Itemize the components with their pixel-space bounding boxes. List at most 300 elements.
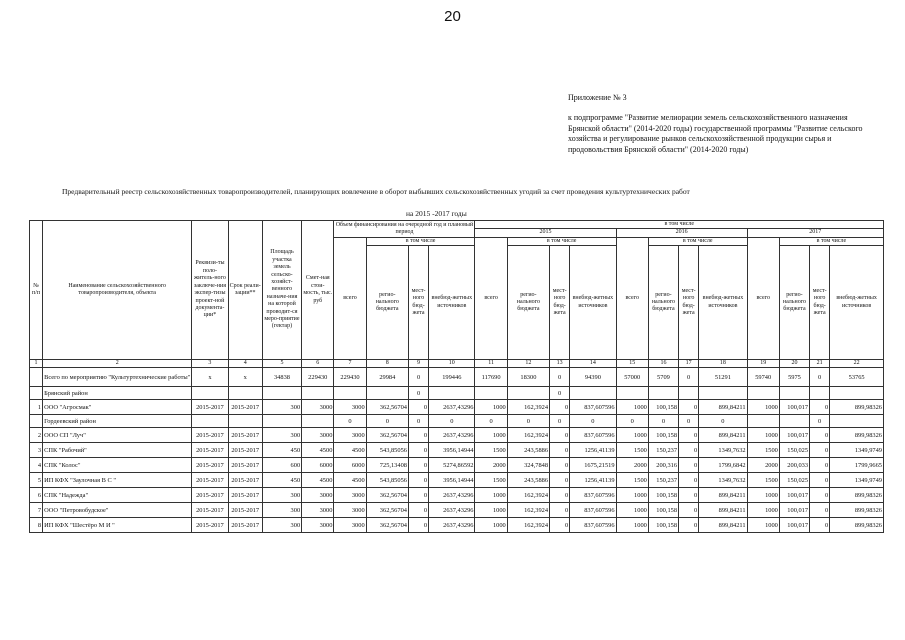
table-cell: 59740: [747, 368, 779, 387]
table-cell: 100,158: [648, 428, 678, 443]
table-cell: 0: [408, 503, 428, 518]
table-cell: 450: [262, 473, 301, 488]
table-cell: 3000: [334, 428, 366, 443]
table-cell: 1000: [475, 503, 507, 518]
table-cell: 2015-2017: [192, 473, 228, 488]
header-total: всего: [334, 237, 366, 359]
table-cell: 57000: [616, 368, 648, 387]
table-cell: 100,017: [779, 488, 809, 503]
table-cell: 543,85056: [366, 443, 408, 458]
table-cell: ИП КФХ "Заулочная В С ": [43, 473, 192, 488]
table-cell: [302, 387, 334, 400]
table-cell: 1500: [475, 443, 507, 458]
table-cell: 162,3924: [507, 400, 549, 415]
page-number: 20: [444, 8, 461, 25]
table-cell: 300: [262, 400, 301, 415]
table-cell: [302, 415, 334, 428]
table-cell: [648, 387, 678, 400]
table-cell: 150,237: [648, 443, 678, 458]
table-cell: 0: [550, 443, 570, 458]
header-cost: Смет-ная стои-мость, тыс. руб: [302, 221, 334, 360]
header-2015: 2015: [475, 229, 616, 237]
table-cell: 1256,41139: [570, 443, 616, 458]
header-local-2015: мест-ного бюд-жета: [550, 246, 570, 360]
table-cell: 3000: [334, 518, 366, 533]
header-incl-2017: в том числе: [779, 237, 883, 245]
table-cell: 2015-2017: [228, 488, 262, 503]
table-cell: 19: [747, 360, 779, 368]
table-cell: 3956,14944: [429, 473, 475, 488]
table-cell: 29984: [366, 368, 408, 387]
header-regional-2015: регио-нального бюджета: [507, 246, 549, 360]
table-cell: 0: [679, 518, 699, 533]
table-cell: [30, 368, 43, 387]
table-cell: 1000: [747, 488, 779, 503]
table-cell: 725,13408: [366, 458, 408, 473]
table-cell: 3000: [302, 488, 334, 503]
table-cell: 2637,43296: [429, 400, 475, 415]
table-cell: 0: [679, 428, 699, 443]
table-cell: 10: [429, 360, 475, 368]
table-cell: 0: [679, 400, 699, 415]
table-cell: 1000: [747, 518, 779, 533]
table-cell: 362,56704: [366, 503, 408, 518]
table-cell: 1500: [475, 473, 507, 488]
table-cell: 2000: [747, 458, 779, 473]
table-row: [30, 518, 884, 533]
table-cell: 2637,43296: [429, 503, 475, 518]
table-cell: 4500: [334, 443, 366, 458]
table-cell: 2015-2017: [228, 518, 262, 533]
table-cell: 1256,41139: [570, 473, 616, 488]
table-cell: СПК "Рабочий": [43, 443, 192, 458]
table-cell: 6000: [334, 458, 366, 473]
table-cell: 4500: [302, 443, 334, 458]
table-cell: 0: [507, 415, 549, 428]
table-cell: 2015-2017: [228, 400, 262, 415]
table-cell: 0: [810, 400, 830, 415]
table-cell: 13: [550, 360, 570, 368]
table-cell: 199446: [429, 368, 475, 387]
table-cell: 94390: [570, 368, 616, 387]
table-cell: 1500: [747, 443, 779, 458]
header-incl-2016: в том числе: [648, 237, 747, 245]
table-cell: 0: [408, 473, 428, 488]
table-cell: 2000: [475, 458, 507, 473]
table-cell: 899,98326: [830, 503, 884, 518]
table-cell: [192, 387, 228, 400]
table-cell: 2637,43296: [429, 488, 475, 503]
table-cell: 17: [679, 360, 699, 368]
table-cell: 0: [550, 488, 570, 503]
table-cell: 117690: [475, 368, 507, 387]
table-cell: 3: [192, 360, 228, 368]
table-cell: 1000: [475, 488, 507, 503]
table-cell: 3000: [334, 400, 366, 415]
header-total-2017: всего: [747, 237, 779, 359]
table-cell: 200,316: [648, 458, 678, 473]
appendix-text: к подпрограмме "Развитие мелиорации земель сельскохозяйственного назначения Брянской области" (2014-2020 годы) государственной программы "Развитие сельского хозяйства и регулирование рынков сельскохозяйственной продукции сырья и продовольствия Брянской области" (2014-2020 годы): [568, 113, 863, 154]
table-cell: 1500: [616, 473, 648, 488]
table-cell: 1000: [747, 428, 779, 443]
table-cell: [507, 387, 549, 400]
table-cell: [334, 387, 366, 400]
table-cell: 300: [262, 488, 301, 503]
table-cell: 3000: [302, 503, 334, 518]
table-cell: 3000: [302, 400, 334, 415]
table-cell: [228, 415, 262, 428]
register-table: [29, 220, 884, 533]
header-offbudget: внебюд-жетных источников: [429, 246, 475, 360]
table-row-total: [30, 368, 884, 387]
table-cell: ООО "Агросмак": [43, 400, 192, 415]
table-cell: 162,3924: [507, 488, 549, 503]
table-cell: 229430: [302, 368, 334, 387]
table-cell: 3000: [334, 503, 366, 518]
table-cell: 5975: [779, 368, 809, 387]
table-cell: 362,56704: [366, 488, 408, 503]
header-local: мест-ного бюд-жета: [408, 246, 428, 360]
table-cell: [779, 415, 809, 428]
register-period: на 2015 -2017 годы: [406, 209, 467, 218]
table-cell: 0: [810, 488, 830, 503]
table-cell: [366, 387, 408, 400]
table-cell: [616, 387, 648, 400]
table-cell: 0: [408, 400, 428, 415]
table-cell: [699, 387, 747, 400]
header-incl-2015: в том числе: [507, 237, 616, 245]
table-cell: 2015-2017: [228, 428, 262, 443]
table-cell: [747, 387, 779, 400]
table-cell: 2015-2017: [228, 458, 262, 473]
table-cell: [228, 387, 262, 400]
table-cell: 11: [475, 360, 507, 368]
table-cell: 1000: [616, 488, 648, 503]
table-cell: 2015-2017: [192, 458, 228, 473]
table-cell: 899,84211: [699, 503, 747, 518]
table-cell: 100,158: [648, 488, 678, 503]
header-offbudget-2016: внебюд-жетных источников: [699, 246, 747, 360]
table-row: [30, 400, 884, 415]
table-cell: 1: [30, 400, 43, 415]
table-cell: 162,3924: [507, 518, 549, 533]
table-cell: Гордеевский район: [43, 415, 192, 428]
table-cell: 0: [810, 443, 830, 458]
table-cell: 362,56704: [366, 428, 408, 443]
table-cell: 1000: [475, 400, 507, 415]
table-cell: 0: [810, 415, 830, 428]
table-row-region: [30, 415, 884, 428]
table-cell: 1349,9749: [830, 473, 884, 488]
table-cell: [30, 387, 43, 400]
table-cell: 2015-2017: [228, 473, 262, 488]
table-cell: 0: [679, 415, 699, 428]
table-cell: 150,237: [648, 473, 678, 488]
table-cell: 0: [648, 415, 678, 428]
table-cell: 1349,9749: [830, 443, 884, 458]
table-cell: [192, 415, 228, 428]
table-row: [30, 428, 884, 443]
table-cell: 21: [810, 360, 830, 368]
table-cell: 450: [262, 443, 301, 458]
table-cell: 837,607596: [570, 400, 616, 415]
table-cell: 0: [699, 415, 747, 428]
table-cell: [429, 387, 475, 400]
table-cell: 899,84211: [699, 518, 747, 533]
table-cell: [262, 415, 301, 428]
table-cell: 3000: [302, 428, 334, 443]
table-cell: 5709: [648, 368, 678, 387]
table-row: [30, 458, 884, 473]
table-cell: 0: [550, 458, 570, 473]
header-incl: в том числе: [366, 237, 475, 245]
table-row: [30, 488, 884, 503]
table-cell: 0: [550, 518, 570, 533]
header-regional-2017: регио-нального бюджета: [779, 246, 809, 360]
table-cell: 1799,6842: [699, 458, 747, 473]
table-cell: 100,158: [648, 400, 678, 415]
table-cell: 324,7848: [507, 458, 549, 473]
column-number-row: [30, 360, 884, 368]
table-cell: 0: [550, 368, 570, 387]
table-cell: 16: [648, 360, 678, 368]
table-row: [30, 443, 884, 458]
table-cell: 2015-2017: [192, 428, 228, 443]
appendix-title: Приложение № 3: [568, 93, 627, 102]
table-cell: 0: [408, 368, 428, 387]
table-cell: 600: [262, 458, 301, 473]
table-cell: 0: [550, 400, 570, 415]
table-cell: 2: [30, 428, 43, 443]
header-area: Площадь участка земель сельско-хозяйст-венного назначе-ния на которой проводит-ся меро-приятие (гектар): [262, 221, 301, 360]
table-cell: 1000: [616, 400, 648, 415]
table-cell: 0: [475, 415, 507, 428]
header-num: № п/п: [30, 221, 43, 360]
table-cell: 6: [302, 360, 334, 368]
table-cell: 6000: [302, 458, 334, 473]
table-cell: ИП КФХ "Шестёро М И ": [43, 518, 192, 533]
table-cell: 837,607596: [570, 488, 616, 503]
table-cell: 1000: [747, 400, 779, 415]
table-cell: 0: [408, 518, 428, 533]
table-cell: 162,3924: [507, 428, 549, 443]
table-cell: 899,98326: [830, 518, 884, 533]
table-cell: 300: [262, 518, 301, 533]
table-cell: 243,5886: [507, 443, 549, 458]
table-cell: 162,3924: [507, 503, 549, 518]
table-cell: 899,84211: [699, 400, 747, 415]
table-cell: 543,85056: [366, 473, 408, 488]
table-cell: 1000: [475, 518, 507, 533]
table-cell: Всего по мероприятию "Культуртехнические работы": [43, 368, 192, 387]
table-cell: 0: [408, 443, 428, 458]
table-cell: 837,607596: [570, 428, 616, 443]
table-cell: 2637,43296: [429, 518, 475, 533]
table-cell: 1000: [616, 518, 648, 533]
table-cell: 1675,21519: [570, 458, 616, 473]
table-cell: 4: [228, 360, 262, 368]
table-cell: 1349,7632: [699, 473, 747, 488]
table-row-region: [30, 387, 884, 400]
table-cell: 0: [408, 428, 428, 443]
table-row: [30, 503, 884, 518]
table-cell: 20: [779, 360, 809, 368]
header-total-2015: всего: [475, 237, 507, 359]
table-cell: ООО "Петровобудское": [43, 503, 192, 518]
table-cell: [30, 415, 43, 428]
table-cell: СПК "Колос": [43, 458, 192, 473]
table-cell: 0: [550, 428, 570, 443]
table-cell: 100,158: [648, 518, 678, 533]
table-cell: 14: [570, 360, 616, 368]
table-cell: 0: [679, 458, 699, 473]
header-term: Срок реали-зации**: [228, 221, 262, 360]
table-cell: 2: [43, 360, 192, 368]
table-cell: 200,033: [779, 458, 809, 473]
table-cell: х: [228, 368, 262, 387]
table-cell: [747, 415, 779, 428]
table-cell: 837,607596: [570, 503, 616, 518]
table-cell: 3000: [334, 488, 366, 503]
table-cell: 0: [550, 503, 570, 518]
table-cell: 8: [366, 360, 408, 368]
table-cell: 2015-2017: [192, 400, 228, 415]
table-cell: 0: [550, 415, 570, 428]
table-cell: 362,56704: [366, 518, 408, 533]
table-cell: [830, 387, 884, 400]
table-cell: [810, 387, 830, 400]
table-cell: 18: [699, 360, 747, 368]
table-cell: 243,5886: [507, 473, 549, 488]
table-cell: 4500: [302, 473, 334, 488]
table-cell: ООО СП "Луч": [43, 428, 192, 443]
table-header: [30, 221, 884, 360]
table-cell: 0: [679, 503, 699, 518]
table-cell: 3000: [302, 518, 334, 533]
table-cell: 100,017: [779, 503, 809, 518]
table-cell: 0: [810, 503, 830, 518]
table-cell: 0: [334, 415, 366, 428]
table-cell: 899,98326: [830, 400, 884, 415]
table-cell: 3956,14944: [429, 443, 475, 458]
table-cell: 150,025: [779, 443, 809, 458]
table-cell: 0: [679, 368, 699, 387]
table-cell: 899,84211: [699, 428, 747, 443]
table-cell: 2015-2017: [192, 488, 228, 503]
table-cell: 0: [408, 387, 428, 400]
table-cell: 899,98326: [830, 488, 884, 503]
table-cell: 0: [810, 368, 830, 387]
table-cell: 0: [679, 473, 699, 488]
header-total-2016: всего: [616, 237, 648, 359]
table-cell: [679, 387, 699, 400]
table-cell: 3: [30, 443, 43, 458]
table-cell: 0: [550, 473, 570, 488]
table-cell: 1000: [616, 428, 648, 443]
table-cell: 4500: [334, 473, 366, 488]
table-cell: 15: [616, 360, 648, 368]
header-name: Наименование сельскохозяйственного товаропроизводителя, объекта: [43, 221, 192, 360]
table-cell: 1000: [475, 428, 507, 443]
table-cell: 1000: [747, 503, 779, 518]
header-regional-2016: регио-нального бюджета: [648, 246, 678, 360]
table-cell: 22: [830, 360, 884, 368]
table-cell: 229430: [334, 368, 366, 387]
table-cell: х: [192, 368, 228, 387]
table-cell: 4: [30, 458, 43, 473]
table-cell: 100,017: [779, 518, 809, 533]
table-cell: 0: [679, 443, 699, 458]
table-cell: 5: [262, 360, 301, 368]
table-cell: 2015-2017: [192, 443, 228, 458]
table-cell: 34838: [262, 368, 301, 387]
table-cell: 100,017: [779, 400, 809, 415]
table-cell: [262, 387, 301, 400]
table-cell: 2015-2017: [192, 503, 228, 518]
header-expertise: Реквизи-ты поло-житель-ного заключе-ния экспер-тизы проект-ной документа-ции*: [192, 221, 228, 360]
table-cell: 18300: [507, 368, 549, 387]
table-cell: [475, 387, 507, 400]
table-cell: 0: [810, 473, 830, 488]
table-cell: СПК "Надежда": [43, 488, 192, 503]
table-cell: Брянский район: [43, 387, 192, 400]
table-cell: 899,84211: [699, 488, 747, 503]
table-cell: 0: [570, 415, 616, 428]
header-2017: 2017: [747, 229, 883, 237]
table-cell: 7: [334, 360, 366, 368]
table-cell: 7: [30, 503, 43, 518]
table-cell: 12: [507, 360, 549, 368]
table-body: [30, 360, 884, 533]
table-cell: [570, 387, 616, 400]
header-incl-years: в том числе: [475, 221, 884, 229]
table-row: [30, 473, 884, 488]
table-cell: 150,025: [779, 473, 809, 488]
table-cell: 0: [550, 387, 570, 400]
header-local-2016: мест-ного бюд-жета: [679, 246, 699, 360]
table-cell: 362,56704: [366, 400, 408, 415]
table-cell: 0: [408, 458, 428, 473]
table-cell: 300: [262, 428, 301, 443]
table-cell: 2015-2017: [192, 518, 228, 533]
table-cell: 0: [408, 415, 428, 428]
table-cell: 0: [810, 458, 830, 473]
header-regional: регио-нального бюджета: [366, 246, 408, 360]
table-cell: 0: [679, 488, 699, 503]
table-cell: 1000: [616, 503, 648, 518]
table-cell: 5: [30, 473, 43, 488]
table-cell: 1500: [616, 443, 648, 458]
table-cell: [830, 415, 884, 428]
table-cell: 1500: [747, 473, 779, 488]
header-offbudget-2015: внебюд-жетных источников: [570, 246, 616, 360]
table-cell: 5274,86592: [429, 458, 475, 473]
table-cell: 1349,7632: [699, 443, 747, 458]
table-cell: 1: [30, 360, 43, 368]
table-cell: 899,98326: [830, 428, 884, 443]
table-cell: 2637,43296: [429, 428, 475, 443]
table-cell: 100,017: [779, 428, 809, 443]
header-financing: Объем финансирования на очередной год и плановый период: [334, 221, 475, 238]
table-cell: 0: [616, 415, 648, 428]
table-cell: 0: [429, 415, 475, 428]
table-cell: 100,158: [648, 503, 678, 518]
table-cell: 53765: [830, 368, 884, 387]
table-cell: 300: [262, 503, 301, 518]
table-cell: 6: [30, 488, 43, 503]
table-cell: 2015-2017: [228, 443, 262, 458]
table-cell: 2015-2017: [228, 503, 262, 518]
